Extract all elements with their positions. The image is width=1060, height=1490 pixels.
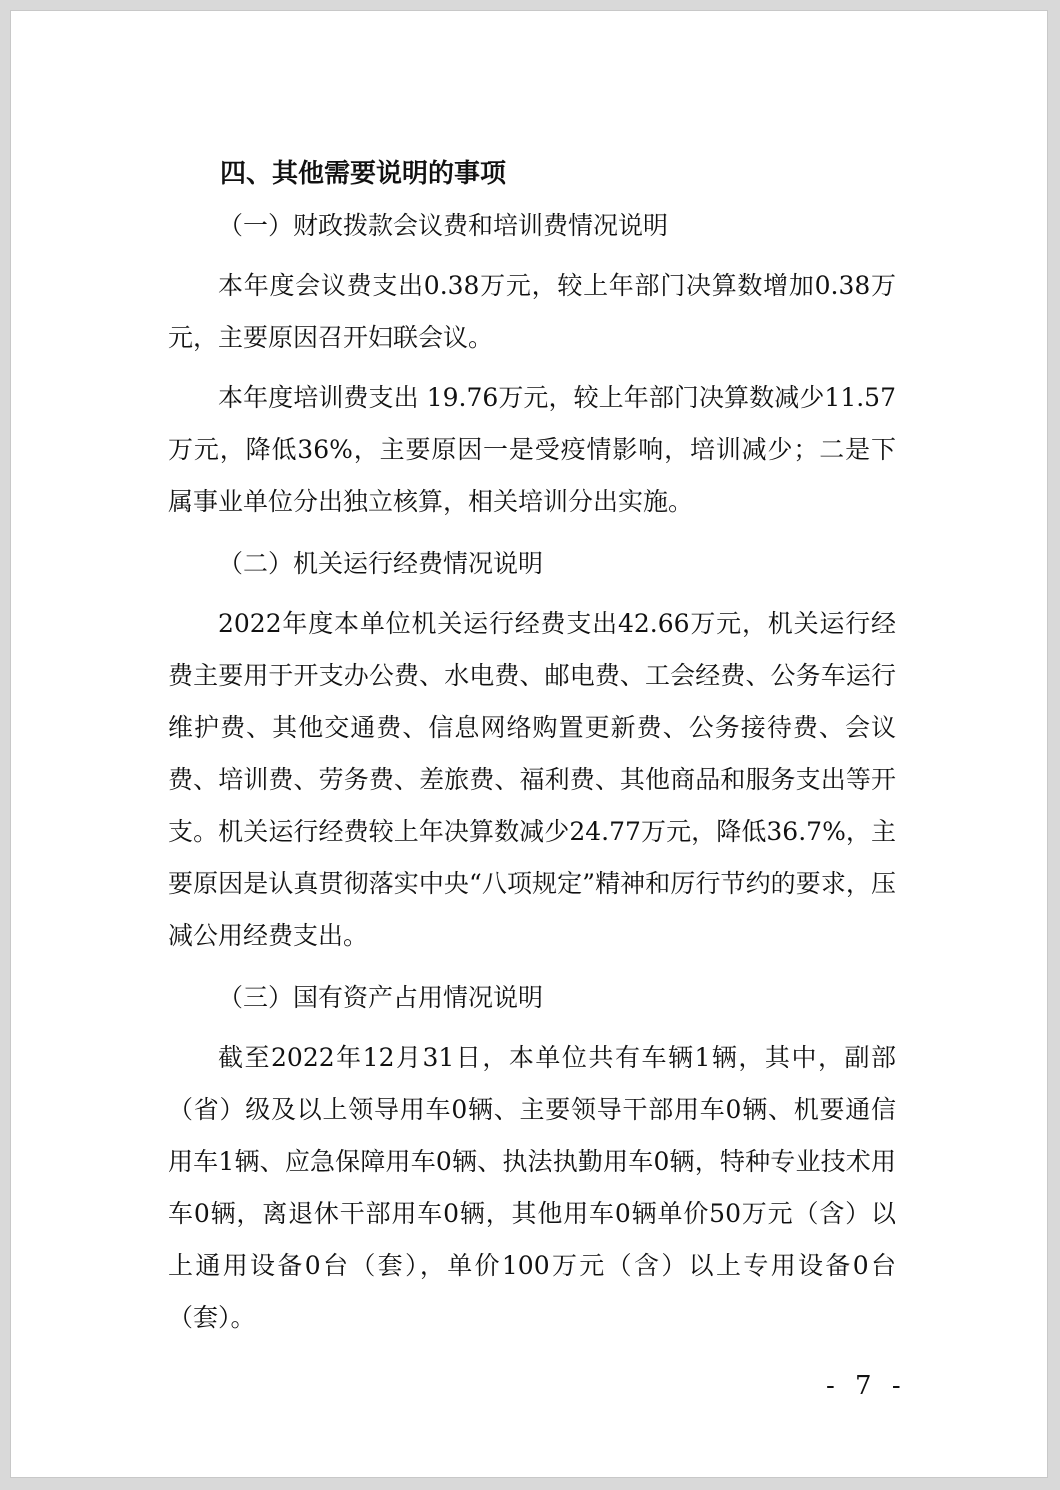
part3-title: （三）国有资产占用情况说明: [218, 983, 544, 1012]
section-heading: 四、其他需要说明的事项: [220, 159, 507, 189]
page-number: - 7 -: [826, 1371, 907, 1401]
document-body: [168, 148, 896, 1344]
meeting-fee-paragraph: 本年度会议费支出0.38万元，较上年部门决算数增加0.38万元，主要原因召开妇联会议。: [168, 271, 896, 352]
part1-title: （一）财政拨款会议费和培训费情况说明: [218, 211, 669, 240]
state-assets-paragraph: 截至2022年12月31日，本单位共有车辆1辆，其中，副部（省）级及以上领导用车0辆、主要领导干部用车0辆、机要通信用车1辆、应急保障用车0辆、执法执勤用车0辆，特种专业技术用车0辆，离退休干部用车0辆，其他用车0辆单价50万元（含）以上通用设备0台（套），单价100万元（含）以上专用设备0台（套）。: [168, 1043, 896, 1332]
training-fee-paragraph: 本年度培训费支出 19.76万元，较上年部门决算数减少11.57万元，降低36%，主要原因一是受疫情影响，培训减少；二是下属事业单位分出独立核算，相关培训分出实施。: [168, 383, 896, 516]
document-page: [11, 11, 1047, 1477]
operating-expense-paragraph: 2022年度本单位机关运行经费支出42.66万元，机关运行经费主要用于开支办公费、水电费、邮电费、工会经费、公务车运行维护费、其他交通费、信息网络购置更新费、公务接待费、会议费、培训费、劳务费、差旅费、福利费、其他商品和服务支出等开支。机关运行经费较上年决算数减少24.77万元，降低36.7%，主要原因是认真贯彻落实中央“八项规定”精神和厉行节约的要求，压减公用经费支出。: [168, 609, 896, 950]
part2-title: （二）机关运行经费情况说明: [218, 549, 544, 578]
